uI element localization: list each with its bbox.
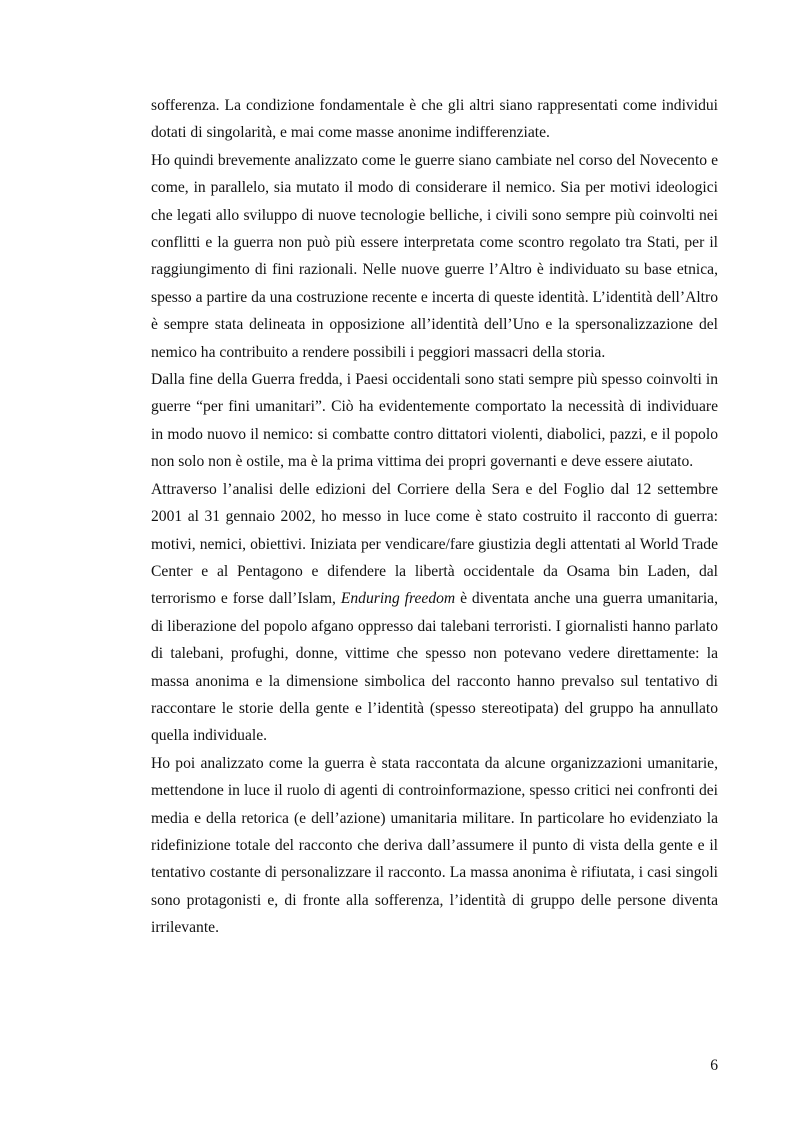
paragraph-text: Attraverso l’analisi delle edizioni del Corriere della Sera e del Foglio dal 12 settembre 2001 al 31 gennaio 2002, ho messo in luce come è stato costruito il racconto di guerra: motivi, nemici, obiettivi. Iniziata per vendicare/fare giustizia degli attentati al World Trade Center e al Pentagono e difendere la libertà occidentale da Osama bin Laden, dal terrorismo e forse dall’Islam, — [151, 480, 718, 608]
paragraph-text: sofferenza. La condizione fondamentale è che gli altri siano rappresentati come individui dotati di singolarità, e mai come masse anonime indifferenziate. — [151, 97, 718, 142]
paragraph-text: è diventata anche una guerra umanitaria, di liberazione del popolo afgano oppresso dai talebani terroristi. I giornalisti hanno parlato di talebani, profughi, donne, vittime che spesso non potevano vedere direttamente: la massa anonima e la dimensione simbolica del racconto hanno prevalso sul tentativo di raccontare le storie della gente e l’identità (spesso stereotipata) del gruppo ha annullato quella individuale. — [151, 590, 718, 745]
body-text — [151, 92, 718, 942]
paragraph-text: Ho quindi brevemente analizzato come le guerre siano cambiate nel corso del Novecento e come, in parallelo, sia mutato il modo di considerare il nemico. Sia per motivi ideologici che legati allo sviluppo di nuove tecnologie belliche, i civili sono sempre più coinvolti nei conflitti e la guerra non può più essere interpretata come scontro regolato tra Stati, per il raggiungimento di fini razionali. Nelle nuove guerre l’Altro è individuato su base etnica, spesso a partire da una costruzione recente e incerta di queste identità. L’identità dell’Altro è sempre stata delineata in opposizione all’identità dell’Uno e la spersonalizzazione del nemico ha contribuito a rendere possibili i peggiori massacri della storia. — [151, 151, 718, 361]
page-number: 6 — [710, 1057, 718, 1074]
italic-title: Enduring freedom — [340, 590, 456, 608]
paragraph — [151, 366, 718, 476]
paragraph — [151, 476, 718, 750]
paragraph — [151, 750, 718, 942]
paragraph — [151, 147, 718, 366]
paragraph-text: Ho poi analizzato come la guerra è stata raccontata da alcune organizzazioni umanitarie, mettendone in luce il ruolo di agenti di controinformazione, spesso critici nei confronti dei media e della retorica (e dell’azione) umanitaria militare. In particolare ho evidenziato la ridefinizione totale del racconto che deriva dall’assumere il punto di vista della gente e il tentativo costante di personalizzare il racconto. La massa anonima è rifiutata, i casi singoli sono protagonisti e, di fronte alla sofferenza, l’identità di gruppo delle persone diventa irrilevante. — [151, 754, 718, 937]
paragraph-text: Dalla fine della Guerra fredda, i Paesi occidentali sono stati sempre più spesso coinvolti in guerre “per fini umanitari”. Ciò ha evidentemente comportato la necessità di individuare in modo nuovo il nemico: si combatte contro dittatori violenti, diabolici, pazzi, e il popolo non solo non è ostile, ma è la prima vittima dei propri governanti e deve essere aiutato. — [151, 371, 718, 471]
paragraph — [151, 92, 718, 147]
